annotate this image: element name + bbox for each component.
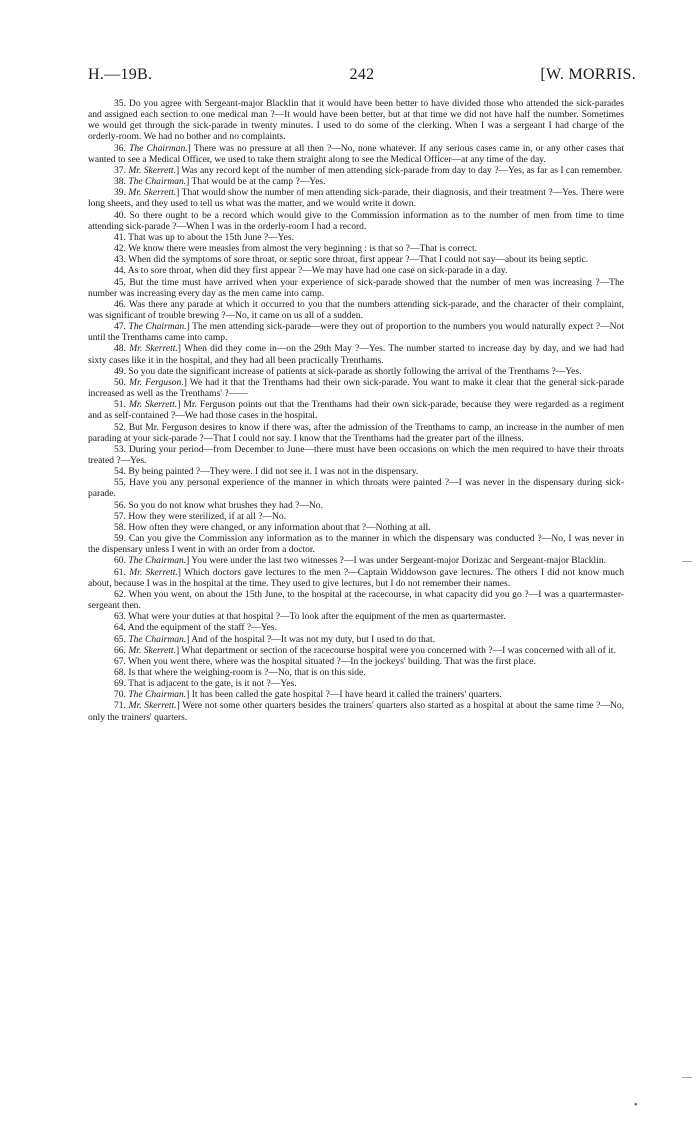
speaker-name: The Chairman. xyxy=(129,142,188,154)
speaker-name: Mr. Skerrett. xyxy=(129,566,178,578)
question-text: 67. When you went there, where was the hospital situated ?—In the jockeys' building. That was the first place. xyxy=(114,655,536,667)
question-text: 54. By being painted ?—They were. I did not see it. I was not in the dispensary. xyxy=(114,466,419,478)
question-number: 50. xyxy=(114,376,130,388)
margin-dot: • xyxy=(634,1100,638,1111)
question-paragraph xyxy=(88,700,624,722)
question-paragraph xyxy=(88,399,624,421)
question-number: 47. xyxy=(114,321,129,333)
page-header xyxy=(88,66,636,86)
question-paragraph xyxy=(88,678,624,689)
speaker-name: Mr. Skerrett. xyxy=(128,700,177,712)
speaker-name: Mr. Skerrett. xyxy=(128,187,177,199)
question-paragraph xyxy=(88,555,624,566)
question-text: ] And of the hospital ?—It was not my duty, but I used to do that. xyxy=(186,633,436,645)
question-paragraph xyxy=(88,210,624,232)
question-text: ] Mr. Ferguson points out that the Trenthams had their own sick-parade, because they were regarded as a regiment and as self-contained ?—We had those cases in the hospital. xyxy=(88,399,624,422)
question-text: 41. That was up to about the 15th June ?—Yes. xyxy=(114,231,294,243)
question-text: 45. But the time must have arrived when your experience of sick-parade showed that the number of men was increasing ?—The number was increasing every day as the men came into camp. xyxy=(88,276,624,299)
speaker-name: Mr. Skerrett. xyxy=(128,164,176,176)
question-paragraph xyxy=(88,444,624,466)
question-paragraph xyxy=(88,254,624,265)
question-text: 59. Can you give the Commission any information as to the manner in which the dispensary was conducted ?—No, I was never in the dispensary unless I went in with an order from a doctor. xyxy=(88,533,624,556)
question-paragraph xyxy=(88,645,624,656)
page-number: 242 xyxy=(349,66,375,83)
question-number: 38. xyxy=(114,176,129,188)
margin-dash: — xyxy=(682,556,692,567)
question-number: 39. xyxy=(114,187,129,199)
question-text: 58. How often they were changed, or any information about that ?—Nothing at all. xyxy=(114,521,431,533)
question-paragraph xyxy=(88,321,624,343)
question-text: 56. So you do not know what brushes they had ?—No. xyxy=(114,499,323,511)
question-paragraph xyxy=(88,466,624,477)
question-number: 70. xyxy=(114,689,129,701)
document-reference: H.—19B. xyxy=(88,66,153,83)
speaker-name: Mr. Skerrett. xyxy=(128,644,176,656)
question-paragraph xyxy=(88,343,624,365)
question-text: ] That would show the number of men attending sick-parade, their diagnosis, and their treatment ?—Yes. There were long sheets, and they used to tell us what was the matter, and we would write it down. xyxy=(88,187,624,210)
question-text: ] We had it that the Trenthams had their own sick-parade. You want to make it clear that the general sick-parade increased as well as the Trenthams' ?—— xyxy=(88,376,624,400)
question-number: 65. xyxy=(114,633,129,645)
question-paragraph xyxy=(88,165,624,176)
question-text: 55. Have you any personal experience of the manner in which throats were painted ?—I was never in the dispensary during sick-parade. xyxy=(88,477,624,500)
question-text: ] Was any record kept of the number of men attending sick-parade from day to day ?—Yes, as far as I can remember. xyxy=(175,164,623,176)
question-paragraph xyxy=(88,667,624,678)
question-paragraph xyxy=(88,634,624,645)
question-text: 68. Is that where the weighing-room is ?—No, that is on this side. xyxy=(114,666,366,678)
question-text: 64. And the equipment of the staff ?—Yes. xyxy=(114,622,277,634)
question-paragraph xyxy=(88,656,624,667)
question-number: 66. xyxy=(114,644,129,656)
question-text: ] It has been called the gate hospital ?—I have heard it called the trainers' quarters. xyxy=(186,689,502,701)
question-paragraph xyxy=(88,366,624,377)
question-paragraph xyxy=(88,522,624,533)
question-text: 49. So you date the significant increase of patients at sick-parade as shortly following the arrival of the Trenthams ?—Yes. xyxy=(114,365,582,377)
question-paragraph xyxy=(88,299,624,321)
question-number: 61. xyxy=(114,566,130,578)
question-text: 53. During your period—from December to June—there must have been occasions on which the men required to have their throats treated ?—Yes. xyxy=(88,443,624,466)
question-paragraph xyxy=(88,567,624,589)
question-text: 35. Do you agree with Sergeant-major Blacklin that it would have been better to have divided those who attended the sick-parades and assigned each section to one medical man ?—It would have been better, but at that time we did not have half the number. Sometimes we would get through the sick-parade in twenty minutes. I used to do some of the clerking. When I was a sergeant I had charge of the orderly-room. We had no bother and no complaints. xyxy=(88,98,624,143)
speaker-name: Mr. Skerrett. xyxy=(129,343,178,355)
question-text: 63. What were your duties at that hospital ?—To look after the equipment of the men as quartermaster. xyxy=(114,611,506,623)
question-number: 51. xyxy=(114,399,129,411)
question-number: 37. xyxy=(114,164,129,176)
question-paragraph xyxy=(88,143,624,165)
question-text: ] When did they come in—on the 29th May ?—Yes. The number started to increase day by day, and we had had sixty cases like it in the hospital, and they had all been practically Trenthams. xyxy=(88,343,625,366)
question-text: 42. We know there were measles from almost the very beginning : is that so ?—That is correct. xyxy=(114,243,478,255)
question-text: 43. When did the symptoms of sore throat, or septic sore throat, first appear ?—That I could not say—about its being septic. xyxy=(114,254,589,266)
question-text: 62. When you went, on about the 15th June, to the hospital at the racecourse, in what capacity did you go ?—I was a quartermaster-sergeant then. xyxy=(88,588,624,612)
question-number: 36. xyxy=(114,142,130,154)
question-text: ] That would be at the camp ?—Yes. xyxy=(186,176,326,188)
question-paragraph xyxy=(88,98,624,143)
question-paragraph xyxy=(88,277,624,299)
speaker-name: Mr. Ferguson. xyxy=(129,376,184,388)
question-paragraph xyxy=(88,265,624,276)
question-paragraph xyxy=(88,689,624,700)
question-paragraph xyxy=(88,232,624,243)
speaker-name: The Chairman. xyxy=(128,555,187,567)
question-number: 71. xyxy=(114,700,129,712)
question-text: 40. So there ought to be a record which would give to the Commission information as to the number of men from time to time attending sick-parade ?—When I was in the orderly-room I had a record. xyxy=(88,209,624,232)
question-text: ] You were under the last two witnesses ?—I was under Sergeant-major Dorizac and Sergeant-major Blacklin. xyxy=(186,555,607,567)
witness-name: [W. MORRIS. xyxy=(540,66,636,83)
question-number: 48. xyxy=(114,343,130,355)
question-paragraph xyxy=(88,500,624,511)
question-paragraph xyxy=(88,477,624,499)
question-paragraph xyxy=(88,187,624,209)
question-text: 52. But Mr. Ferguson desires to know if there was, after the admission of the Trenthams to camp, an increase in the number of men parading at your sick-parade ?—That I could not say. I know that the Trenthams had the greater part of the illness. xyxy=(88,421,624,444)
question-text: ] Were not some other quarters besides the trainers' quarters also started as a hospital at about the same time ?—No, only the trainers' quarters. xyxy=(88,700,625,723)
question-number: 60. xyxy=(114,555,129,567)
speaker-name: Mr. Skerrett. xyxy=(128,399,178,411)
question-paragraph xyxy=(88,176,624,187)
question-paragraph xyxy=(88,422,624,444)
question-paragraph xyxy=(88,589,624,611)
question-paragraph xyxy=(88,243,624,254)
question-text: ] What department or section of the racecourse hospital were you concerned with ?—I was concerned with all of it. xyxy=(175,644,616,656)
speaker-name: The Chairman. xyxy=(128,176,187,188)
question-text: ] Which doctors gave lectures to the men ?—Captain Widdowson gave lectures. The others I did not know much about, because I was in the hospital at the time. They used to give lectures, but I do not remember their names. xyxy=(88,566,624,589)
question-text: ] The men attending sick-parade—were they out of proportion to the numbers you would naturally expect ?—Not until the Trenthams came into camp. xyxy=(88,321,624,344)
question-paragraph xyxy=(88,377,624,399)
question-text: 57. How they were sterilized, if at all ?—No. xyxy=(114,510,287,522)
question-text: 44. As to sore throat, when did they first appear ?—We may have had one case on sick-parade in a day. xyxy=(114,265,508,277)
testimony-body xyxy=(88,98,624,723)
margin-dash: — xyxy=(682,1072,692,1083)
speaker-name: The Chairman. xyxy=(128,321,187,333)
speaker-name: The Chairman. xyxy=(128,689,187,701)
question-paragraph xyxy=(88,622,624,633)
question-paragraph xyxy=(88,533,624,555)
question-paragraph xyxy=(88,511,624,522)
question-paragraph xyxy=(88,611,624,622)
speaker-name: The Chairman. xyxy=(128,633,187,645)
question-text: 46. Was there any parade at which it occurred to you that the numbers attending sick-parade, and the character of their complaint, was significant of trouble brewing ?—No, it came on us all of a sudden. xyxy=(88,298,624,321)
question-text: 69. That is adjacent to the gate, is it not ?—Yes. xyxy=(114,678,297,690)
question-text: ] There was no pressure at all then ?—No, none whatever. If any serious cases came in, or any other cases that wanted to see a Medical Officer, we used to take them straight along to see the Medical Officer—at any time of the day. xyxy=(88,142,624,165)
